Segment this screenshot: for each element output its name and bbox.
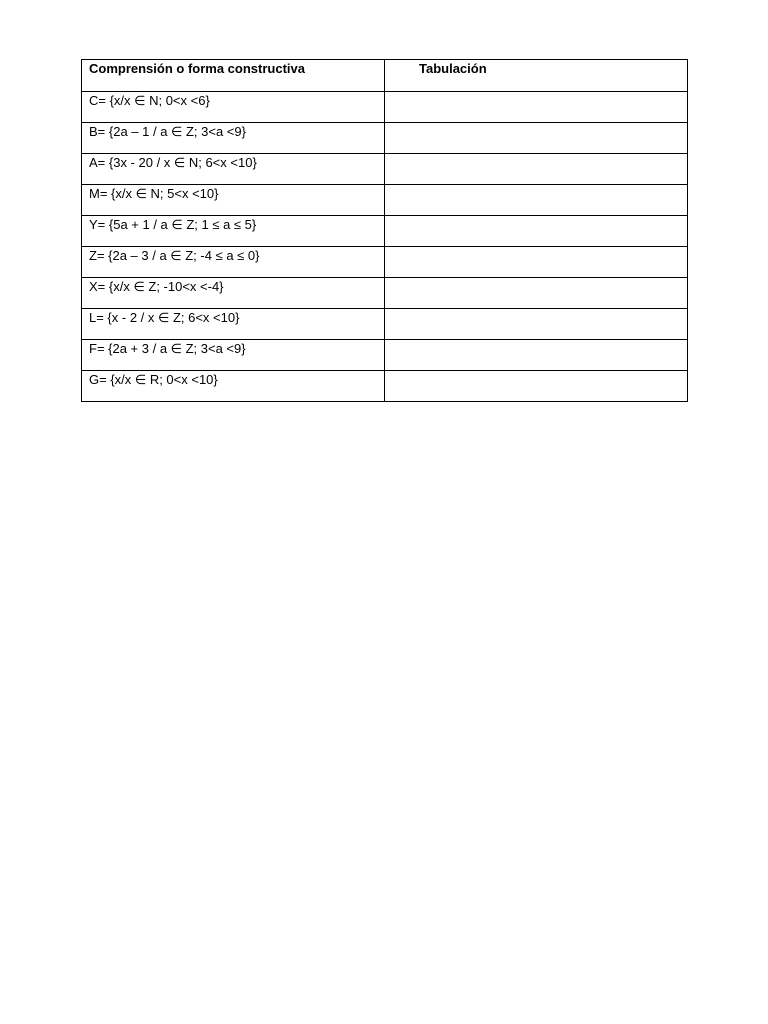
set-definition-cell [82,340,385,371]
tabulation-cell[interactable] [385,185,688,216]
tabulation-cell[interactable] [385,92,688,123]
tabulation-cell[interactable] [385,278,688,309]
table-row [82,278,688,309]
table-header-row [82,60,688,92]
tabulation-cell[interactable] [385,371,688,402]
set-definition: L= {x - 2 / x ∈ Z; 6<x <10} [89,310,240,325]
set-definition-cell [82,247,385,278]
table-row [82,154,688,185]
set-definition: A= {3x - 20 / x ∈ N; 6<x <10} [89,155,257,170]
tabulation-cell[interactable] [385,154,688,185]
set-definition-cell [82,216,385,247]
set-definition: M= {x/x ∈ N; 5<x <10} [89,186,219,201]
tabulation-value [385,278,687,279]
tabulation-value [385,247,687,248]
set-definition-cell [82,185,385,216]
set-definition: X= {x/x ∈ Z; -10<x <-4} [89,279,224,294]
table-row [82,340,688,371]
set-definition: Y= {5a + 1 / a ∈ Z; 1 ≤ a ≤ 5} [89,217,257,232]
table-row [82,92,688,123]
set-definition-cell [82,154,385,185]
set-definition: B= {2a – 1 / a ∈ Z; 3<a <9} [89,124,246,139]
tabulation-cell[interactable] [385,340,688,371]
table-row [82,216,688,247]
tabulation-cell[interactable] [385,123,688,154]
tabulation-value [385,92,687,93]
set-definition-cell [82,92,385,123]
set-definition-cell [82,278,385,309]
table-row [82,185,688,216]
table-row [82,371,688,402]
set-definition: Z= {2a – 3 / a ∈ Z; -4 ≤ a ≤ 0} [89,248,260,263]
table-row [82,309,688,340]
tabulation-value [385,123,687,124]
tabulation-value [385,154,687,155]
set-definition: G= {x/x ∈ R; 0<x <10} [89,372,218,387]
header-comprehension-label: Comprensión o forma constructiva [89,61,305,76]
table-row [82,247,688,278]
set-definition: F= {2a + 3 / a ∈ Z; 3<a <9} [89,341,246,356]
set-definition-cell [82,371,385,402]
header-tabulation [385,60,688,92]
tabulation-cell[interactable] [385,216,688,247]
tabulation-value [385,185,687,186]
tabulation-cell[interactable] [385,309,688,340]
tabulation-value [385,309,687,310]
header-comprehension [82,60,385,92]
header-tabulation-label: Tabulación [419,61,487,76]
set-definition-cell [82,123,385,154]
set-definition-cell [82,309,385,340]
set-definition: C= {x/x ∈ N; 0<x <6} [89,93,210,108]
table-row [82,123,688,154]
sets-table [81,59,688,402]
tabulation-cell[interactable] [385,247,688,278]
tabulation-value [385,340,687,341]
tabulation-value [385,216,687,217]
tabulation-value [385,371,687,372]
